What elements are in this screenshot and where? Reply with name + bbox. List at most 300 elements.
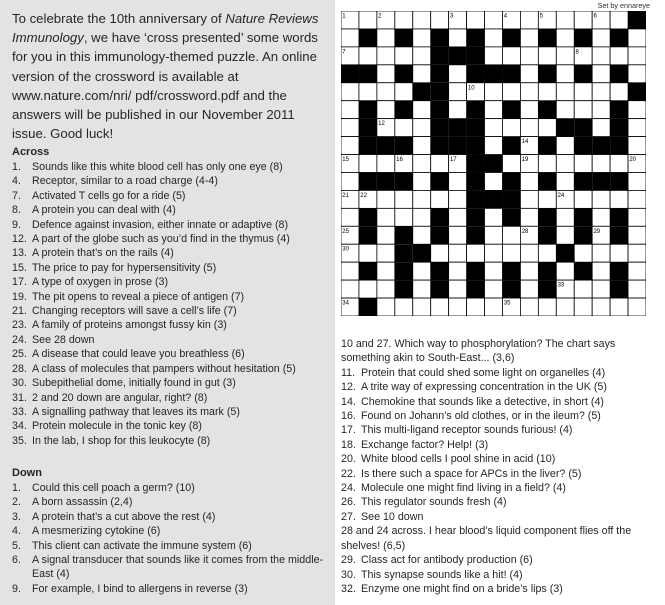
clue-item	[341, 524, 663, 553]
grid-cell[interactable]	[574, 190, 592, 208]
grid-cell[interactable]	[341, 280, 359, 298]
grid-block	[538, 101, 556, 119]
grid-cell[interactable]	[592, 155, 610, 173]
grid-cell[interactable]	[610, 244, 628, 262]
grid-block	[395, 65, 413, 83]
grid-clue-number: 30	[342, 246, 349, 253]
grid-cell[interactable]	[413, 65, 431, 83]
grid-clue-number: 8	[575, 49, 579, 56]
grid-cell[interactable]	[485, 29, 503, 47]
grid-cell[interactable]	[556, 262, 574, 280]
grid-cell[interactable]	[485, 11, 503, 29]
grid-cell[interactable]	[592, 298, 610, 316]
grid-cell[interactable]	[520, 190, 538, 208]
grid-cell[interactable]	[628, 101, 646, 119]
grid-cell[interactable]	[520, 244, 538, 262]
grid-cell[interactable]	[485, 280, 503, 298]
grid-cell[interactable]	[413, 137, 431, 155]
grid-cell[interactable]	[341, 137, 359, 155]
grid-cell[interactable]	[538, 83, 556, 101]
grid-cell[interactable]	[610, 47, 628, 65]
grid-cell[interactable]	[359, 244, 377, 262]
grid-clue-number: 3	[449, 13, 454, 20]
grid-cell[interactable]	[467, 11, 485, 29]
grid-cell[interactable]	[592, 119, 610, 137]
grid-cell[interactable]	[413, 101, 431, 119]
clue-text: This regulator sounds fresh (4)	[361, 496, 507, 509]
grid-cell[interactable]	[485, 119, 503, 137]
grid-cell[interactable]	[592, 262, 610, 280]
grid-block	[502, 29, 520, 47]
grid-cell[interactable]	[341, 208, 359, 226]
grid-clue-number: 33	[557, 282, 565, 289]
clue-number: 3.	[12, 510, 21, 523]
grid-block	[538, 65, 556, 83]
grid-cell[interactable]	[377, 65, 395, 83]
clue-text: Found on Johann’s old clothes, or in the ileum? (5)	[361, 410, 601, 423]
grid-cell[interactable]	[502, 155, 520, 173]
grid-cell[interactable]	[628, 262, 646, 280]
clue-text: See 28 down	[32, 333, 95, 346]
grid-cell[interactable]	[628, 119, 646, 137]
grid-cell[interactable]	[574, 101, 592, 119]
grid-cell[interactable]	[395, 119, 413, 137]
grid-block	[467, 101, 485, 119]
grid-cell[interactable]	[413, 11, 431, 29]
grid-block	[628, 83, 646, 101]
grid-block	[538, 137, 556, 155]
grid-cell[interactable]	[485, 298, 503, 316]
grid-block	[574, 172, 592, 190]
grid-cell[interactable]	[485, 47, 503, 65]
grid-cell[interactable]	[449, 298, 467, 316]
grid-cell[interactable]	[341, 29, 359, 47]
grid-cell[interactable]	[431, 244, 449, 262]
clue-number: 27.	[341, 510, 356, 523]
grid-block	[467, 280, 485, 298]
grid-cell[interactable]	[592, 244, 610, 262]
down-heading: Down	[12, 467, 42, 479]
clue-number: 34.	[12, 420, 27, 433]
grid-block	[431, 29, 449, 47]
grid-cell[interactable]	[610, 190, 628, 208]
grid-cell[interactable]	[413, 208, 431, 226]
clue-item	[341, 481, 663, 495]
grid-cell[interactable]	[413, 190, 431, 208]
grid-cell[interactable]	[628, 65, 646, 83]
grid-block	[359, 29, 377, 47]
grid-cell[interactable]	[538, 298, 556, 316]
clue-number: 29.	[341, 554, 356, 567]
grid-cell[interactable]	[592, 29, 610, 47]
clue-text: Exchange factor? Help! (3)	[361, 438, 489, 451]
grid-cell[interactable]	[502, 226, 520, 244]
grid-cell[interactable]	[556, 172, 574, 190]
grid-cell[interactable]	[341, 172, 359, 190]
grid-block	[538, 226, 556, 244]
grid-cell[interactable]	[556, 208, 574, 226]
grid-clue-number: 9	[432, 85, 436, 92]
grid-cell[interactable]	[485, 101, 503, 119]
clue-text: Protein molecule in the tonic key (8)	[32, 420, 202, 433]
grid-block	[449, 137, 467, 155]
clue-number: 20.	[341, 453, 356, 466]
grid-cell[interactable]	[556, 47, 574, 65]
clue-item	[12, 510, 334, 524]
clue-item	[12, 405, 334, 419]
clue-text: 10 and 27. Which way to phosphorylation? The chart says something akin to South-East... (3,6)	[341, 338, 616, 365]
journal-name: Nature Reviews Immunology	[12, 11, 319, 46]
grid-cell[interactable]	[449, 190, 467, 208]
grid-cell[interactable]	[377, 155, 395, 173]
grid-block	[502, 65, 520, 83]
grid-block	[359, 65, 377, 83]
clue-item	[341, 366, 663, 380]
intro-text-start: To celebrate the 10th anniversary of	[12, 11, 226, 26]
grid-cell[interactable]	[556, 11, 574, 29]
grid-cell[interactable]	[449, 280, 467, 298]
grid-cell[interactable]	[377, 262, 395, 280]
grid-cell[interactable]	[449, 226, 467, 244]
grid-block	[395, 137, 413, 155]
grid-cell[interactable]	[538, 119, 556, 137]
grid-block	[628, 11, 646, 29]
clue-item	[12, 174, 334, 188]
grid-cell[interactable]	[377, 280, 395, 298]
grid-block	[574, 226, 592, 244]
grid-cell[interactable]	[377, 29, 395, 47]
grid-cell[interactable]	[610, 11, 628, 29]
grid-block	[467, 208, 485, 226]
grid-cell[interactable]	[485, 262, 503, 280]
grid-cell[interactable]	[467, 244, 485, 262]
grid-cell[interactable]	[449, 208, 467, 226]
grid-cell[interactable]	[520, 47, 538, 65]
grid-cell[interactable]	[377, 83, 395, 101]
grid-cell[interactable]	[610, 83, 628, 101]
clue-item	[341, 510, 663, 524]
grid-cell[interactable]	[485, 83, 503, 101]
grid-cell[interactable]	[395, 11, 413, 29]
grid-block	[538, 172, 556, 190]
clue-item	[12, 481, 334, 495]
grid-cell[interactable]	[610, 155, 628, 173]
clue-number: 30.	[12, 377, 27, 390]
clue-number: 12.	[341, 381, 356, 394]
grid-cell[interactable]	[413, 119, 431, 137]
grid-cell[interactable]	[413, 262, 431, 280]
grid-cell[interactable]	[359, 280, 377, 298]
grid-cell[interactable]	[485, 172, 503, 190]
grid-cell[interactable]	[574, 155, 592, 173]
grid-clue-number: 14	[521, 139, 529, 146]
grid-block	[502, 137, 520, 155]
clue-item	[341, 467, 663, 481]
grid-clue-number: 4	[503, 13, 508, 20]
grid-cell[interactable]	[359, 11, 377, 29]
grid-cell[interactable]	[628, 298, 646, 316]
grid-block	[449, 47, 467, 65]
grid-cell[interactable]	[485, 226, 503, 244]
grid-cell[interactable]	[520, 262, 538, 280]
grid-cell[interactable]	[431, 190, 449, 208]
grid-block	[467, 47, 485, 65]
clue-item	[12, 582, 334, 596]
grid-cell[interactable]	[520, 101, 538, 119]
grid-cell[interactable]	[341, 262, 359, 280]
clue-text: Enzyme one might find on a bride’s lips (3)	[361, 582, 563, 595]
grid-cell[interactable]	[574, 280, 592, 298]
across-clue-list	[12, 160, 334, 448]
clue-text: A protein that’s on the rails (4)	[32, 247, 174, 260]
grid-block	[467, 155, 485, 173]
grid-cell[interactable]	[592, 65, 610, 83]
clue-text: A family of proteins amongst fussy kin (3)	[32, 319, 227, 332]
grid-cell[interactable]	[431, 298, 449, 316]
grid-cell[interactable]	[628, 244, 646, 262]
grid-cell[interactable]	[485, 137, 503, 155]
grid-cell[interactable]	[485, 208, 503, 226]
clue-item	[12, 232, 334, 246]
grid-cell[interactable]	[592, 208, 610, 226]
clue-item	[12, 495, 334, 509]
clue-item	[12, 362, 334, 376]
down-clue-list	[12, 481, 334, 596]
grid-cell[interactable]	[431, 155, 449, 173]
grid-cell[interactable]	[341, 119, 359, 137]
grid-block	[467, 137, 485, 155]
clue-item	[12, 434, 334, 448]
grid-cell[interactable]	[502, 83, 520, 101]
grid-cell[interactable]	[395, 190, 413, 208]
clue-text: A disease that could leave you breathless (6)	[32, 348, 245, 361]
grid-cell[interactable]	[449, 65, 467, 83]
grid-cell[interactable]	[485, 244, 503, 262]
grid-cell[interactable]	[377, 47, 395, 65]
clue-item	[12, 246, 334, 260]
clue-item	[341, 452, 663, 466]
grid-cell[interactable]	[359, 83, 377, 101]
grid-clue-number: 35	[503, 300, 511, 307]
grid-cell[interactable]	[520, 83, 538, 101]
intro-text-end: , we have ‘cross presented’ some words for you in this immunology-themed puzzle. An online version of the crossword is available at www.nature.com/nri/ pdf/crossword.pdf and the answers will be published in our November 2011 issue. Good luck!	[12, 30, 318, 142]
clue-item	[12, 553, 334, 582]
clue-text: The price to pay for hypersensitivity (5)	[32, 261, 217, 274]
grid-block	[556, 244, 574, 262]
grid-block	[359, 137, 377, 155]
grid-cell[interactable]	[520, 29, 538, 47]
clue-text: A signal transducer that sounds like it comes from the middle-East (4)	[32, 554, 324, 581]
grid-cell[interactable]	[556, 298, 574, 316]
grid-block	[502, 280, 520, 298]
grid-cell[interactable]	[449, 262, 467, 280]
clue-item	[12, 218, 334, 232]
grid-cell[interactable]	[592, 280, 610, 298]
grid-cell[interactable]	[502, 119, 520, 137]
grid-cell[interactable]	[520, 11, 538, 29]
grid-cell[interactable]	[592, 101, 610, 119]
grid-cell[interactable]	[538, 47, 556, 65]
grid-cell[interactable]	[538, 190, 556, 208]
clue-item	[12, 304, 334, 318]
grid-block	[359, 298, 377, 316]
grid-cell[interactable]	[556, 101, 574, 119]
clue-text: In the lab, I shop for this leukocyte (8)	[32, 434, 211, 447]
grid-cell[interactable]	[574, 83, 592, 101]
grid-cell[interactable]	[574, 244, 592, 262]
grid-cell[interactable]	[574, 11, 592, 29]
grid-cell[interactable]	[556, 83, 574, 101]
grid-cell[interactable]	[413, 172, 431, 190]
grid-cell[interactable]	[413, 226, 431, 244]
grid-cell[interactable]	[395, 208, 413, 226]
grid-cell[interactable]	[520, 172, 538, 190]
grid-cell[interactable]	[431, 11, 449, 29]
grid-cell[interactable]	[395, 83, 413, 101]
grid-block	[538, 280, 556, 298]
clue-text: The pit opens to reveal a piece of antigen (7)	[32, 290, 245, 303]
clue-number: 8.	[12, 204, 21, 217]
grid-cell[interactable]	[377, 190, 395, 208]
clue-item	[12, 376, 334, 390]
grid-cell[interactable]	[449, 244, 467, 262]
grid-cell[interactable]	[449, 29, 467, 47]
grid-cell[interactable]	[377, 226, 395, 244]
grid-cell[interactable]	[520, 65, 538, 83]
clue-number: 28.	[12, 362, 27, 375]
grid-block	[485, 65, 503, 83]
clue-number: 23.	[12, 319, 27, 332]
grid-clue-number: 15	[342, 157, 349, 164]
grid-block	[610, 65, 628, 83]
grid-cell[interactable]	[520, 119, 538, 137]
grid-clue-number: 7	[342, 49, 346, 56]
grid-cell[interactable]	[628, 137, 646, 155]
grid-block	[538, 262, 556, 280]
grid-cell[interactable]	[538, 155, 556, 173]
grid-cell[interactable]	[556, 226, 574, 244]
grid-cell[interactable]	[556, 29, 574, 47]
grid-cell[interactable]	[413, 298, 431, 316]
grid-cell[interactable]	[413, 155, 431, 173]
clue-number: 6.	[12, 554, 21, 567]
grid-cell[interactable]	[610, 298, 628, 316]
grid-cell[interactable]	[574, 298, 592, 316]
clue-text: Defence against invasion, either innate or adaptive (8)	[32, 218, 289, 231]
grid-cell[interactable]	[377, 101, 395, 119]
grid-cell[interactable]	[502, 47, 520, 65]
grid-cell[interactable]	[520, 280, 538, 298]
clue-text: Chemokine that sounds like a detective, in short (4)	[361, 395, 604, 408]
grid-block	[610, 137, 628, 155]
clue-number: 4.	[12, 525, 21, 538]
grid-cell[interactable]	[520, 208, 538, 226]
grid-block	[431, 65, 449, 83]
grid-clue-number: 34	[342, 300, 349, 307]
clue-item	[341, 495, 663, 509]
grid-cell[interactable]	[556, 137, 574, 155]
grid-cell[interactable]	[628, 29, 646, 47]
grid-clue-number: 17	[449, 157, 457, 164]
grid-block	[377, 137, 395, 155]
grid-cell[interactable]	[467, 298, 485, 316]
grid-cell[interactable]	[628, 208, 646, 226]
clue-number: 25.	[12, 348, 27, 361]
clue-number: 21.	[12, 305, 27, 318]
grid-block	[610, 280, 628, 298]
grid-cell[interactable]	[628, 172, 646, 190]
grid-block	[431, 280, 449, 298]
grid-cell[interactable]	[592, 83, 610, 101]
clue-number: 1.	[12, 482, 21, 494]
grid-block	[467, 190, 485, 208]
grid-cell[interactable]	[628, 190, 646, 208]
grid-cell[interactable]	[413, 280, 431, 298]
grid-cell[interactable]	[502, 244, 520, 262]
grid-cell[interactable]	[592, 190, 610, 208]
grid-cell[interactable]	[556, 65, 574, 83]
grid-cell[interactable]	[449, 172, 467, 190]
crossword-grid[interactable]	[341, 11, 646, 316]
clue-item	[12, 290, 334, 304]
grid-cell[interactable]	[377, 208, 395, 226]
grid-block	[467, 172, 485, 190]
grid-cell[interactable]	[413, 29, 431, 47]
grid-clue-number: 24	[557, 192, 565, 199]
clue-text: White blood cells I pool shine in acid (10)	[361, 453, 556, 466]
grid-cell[interactable]	[341, 83, 359, 101]
clue-text: See 10 down	[361, 510, 424, 523]
grid-block	[431, 101, 449, 119]
grid-block	[449, 119, 467, 137]
clue-item	[341, 395, 663, 409]
grid-cell[interactable]	[413, 47, 431, 65]
grid-block	[359, 226, 377, 244]
grid-cell[interactable]	[628, 280, 646, 298]
clue-item	[12, 203, 334, 217]
grid-cell[interactable]	[377, 244, 395, 262]
grid-clue-number: 31	[414, 246, 421, 253]
clue-item	[12, 160, 334, 174]
grid-cell[interactable]	[449, 101, 467, 119]
grid-cell[interactable]	[628, 226, 646, 244]
grid-block	[574, 262, 592, 280]
grid-cell[interactable]	[359, 155, 377, 173]
clue-number: 12.	[12, 233, 27, 246]
grid-cell[interactable]	[592, 47, 610, 65]
grid-block	[395, 244, 413, 262]
grid-block	[610, 172, 628, 190]
grid-cell[interactable]	[449, 83, 467, 101]
clue-text: For example, I bind to allergens in reverse (3)	[32, 582, 248, 595]
grid-cell[interactable]	[395, 47, 413, 65]
grid-cell[interactable]	[520, 298, 538, 316]
grid-cell[interactable]	[628, 47, 646, 65]
grid-cell[interactable]	[538, 244, 556, 262]
grid-cell[interactable]	[395, 298, 413, 316]
grid-cell[interactable]	[359, 47, 377, 65]
across-heading: Across	[12, 146, 50, 158]
grid-cell[interactable]	[556, 155, 574, 173]
clue-text: Sounds like this white blood cell has only one eye (8)	[32, 161, 283, 173]
clue-item	[341, 409, 663, 423]
clue-number: 24.	[341, 482, 356, 495]
grid-clue-number: 19	[521, 157, 529, 164]
clue-number: 5.	[12, 539, 21, 552]
grid-cell[interactable]	[377, 298, 395, 316]
grid-cell[interactable]	[341, 101, 359, 119]
grid-block	[574, 65, 592, 83]
